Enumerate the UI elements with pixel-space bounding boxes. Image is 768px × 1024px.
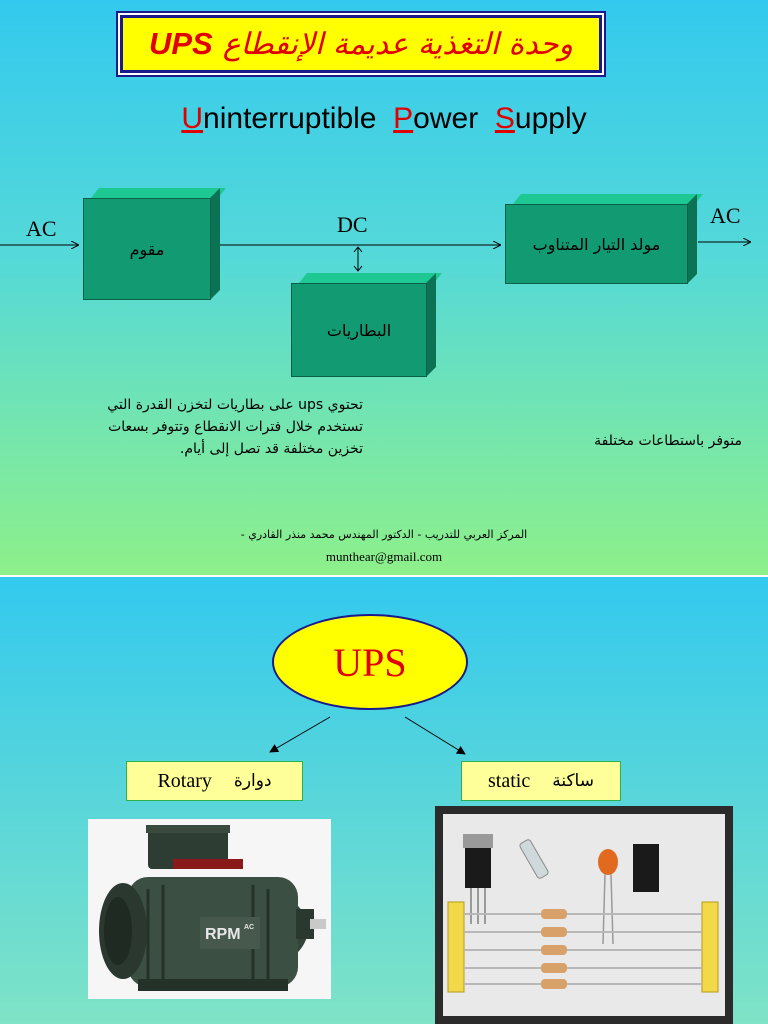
rotary-type-box <box>126 761 303 801</box>
static-type-box <box>461 761 621 801</box>
subtitle-word-uninterruptible: Uninterruptible <box>181 102 377 135</box>
rectifier-label: مقوم <box>83 198 211 300</box>
dc-label: DC <box>337 212 368 237</box>
footer-credit: المركز العربي للتدريب - الدكتور المهندس محمد منذر القادري - <box>240 528 528 541</box>
static-arabic: ساكنة <box>552 771 594 791</box>
description-line: تحتوي ups على بطاريات لتخزن القدرة التي <box>107 397 363 413</box>
ups-center-node: UPS <box>272 614 468 710</box>
rotary-arabic: دوارة <box>233 771 272 791</box>
title-acronym: UPS <box>148 26 213 61</box>
footer-email: munthear@gmail.com <box>325 549 443 564</box>
availability-note: متوفر باستطاعات مختلفة <box>594 433 742 449</box>
rotary-english: Rotary <box>157 769 212 792</box>
description-line: تستخدم خلال فترات الانقطاع وتتوفر بسعات <box>108 419 363 435</box>
ac-output-label: AC <box>710 203 741 228</box>
description-line: تخزين مختلفة قد تصل إلى أيام. <box>179 441 363 457</box>
ac-input-label: AC <box>26 216 57 241</box>
rotary-motor-image <box>88 819 331 999</box>
title-arabic: وحدة التغذية عديمة الإنقطاع <box>222 26 574 62</box>
components-illustration <box>443 814 725 1016</box>
static-english: static <box>488 769 531 792</box>
subtitle-word-supply: Supply <box>494 102 587 135</box>
slide-ups-types <box>0 577 768 1024</box>
batteries-label: البطاريات <box>291 283 427 377</box>
motor-brand-sup: AC <box>244 924 255 931</box>
description-text <box>33 394 363 460</box>
motor-brand: RPM <box>205 926 241 943</box>
subtitle-word-power: Power <box>393 102 479 135</box>
motor-illustration <box>88 819 331 999</box>
inverter-label: مولد التيار المتناوب <box>505 204 688 284</box>
arrow-to-rotary <box>270 717 330 752</box>
arrow-to-static <box>405 717 465 754</box>
static-components-image <box>435 806 733 1024</box>
